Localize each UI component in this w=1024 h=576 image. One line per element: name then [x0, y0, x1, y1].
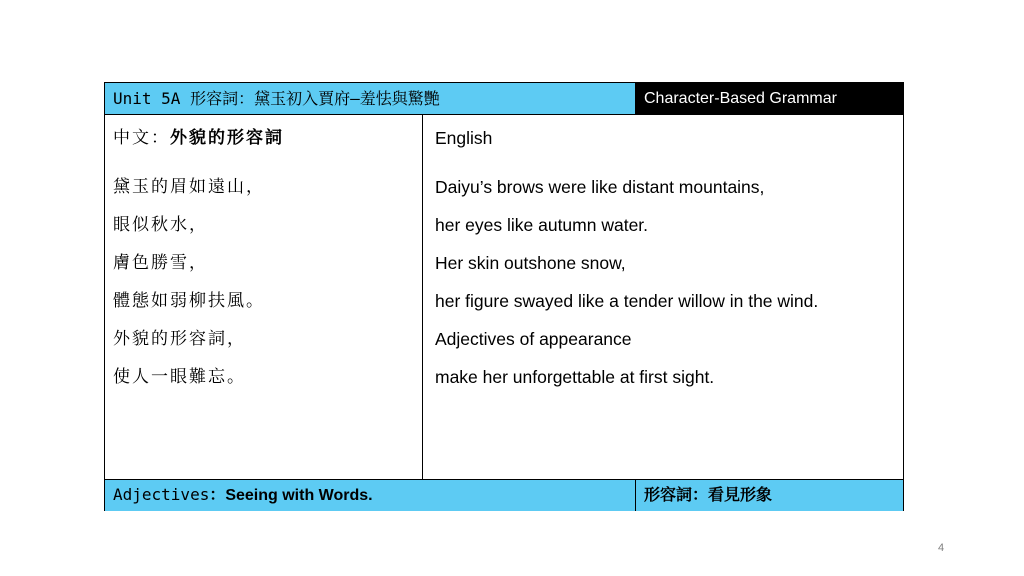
english-column-heading: English [435, 128, 493, 148]
english-line: make her unforgettable at first sight. [435, 367, 715, 387]
english-line: Her skin outshone snow, [435, 253, 626, 273]
english-line: Adjectives of appearance [435, 329, 632, 349]
chinese-heading-prefix: 中文： [113, 128, 170, 148]
chinese-line: 體態如弱柳扶風。 [113, 291, 265, 311]
footer-caption-sub: ：Seeing with Words. [209, 487, 373, 504]
footer-chinese-caption: 形容詞：看見形象 [636, 480, 903, 511]
chinese-line: 外貌的形容詞， [113, 329, 246, 349]
chinese-line: 黛玉的眉如遠山， [113, 177, 265, 197]
footer-caption [105, 480, 636, 511]
english-column [423, 115, 903, 479]
english-line: her eyes like autumn water. [435, 215, 649, 235]
chinese-column [105, 115, 423, 479]
chinese-column-heading [113, 125, 422, 151]
table-body-row [105, 115, 903, 480]
table-footer-row [105, 480, 903, 511]
english-line: Daiyu’s brows were like distant mountains, [435, 177, 765, 197]
chinese-line: 使人一眼難忘。 [113, 367, 246, 387]
unit-title: Unit 5A 形容詞：黛玉初入賈府—羞怯與驚艷 [105, 83, 636, 114]
table-header-row [105, 83, 903, 115]
content-table [104, 82, 904, 511]
page-number: 4 [937, 542, 945, 554]
chinese-line: 膚色勝雪， [113, 253, 208, 273]
category-label: Character-Based Grammar [636, 83, 903, 114]
english-line: her figure swayed like a tender willow in the wind. [435, 291, 819, 311]
chinese-heading-text: 外貌的形容詞 [170, 128, 284, 148]
chinese-line: 眼似秋水， [113, 215, 208, 235]
footer-caption-main: Adjectives [113, 485, 210, 504]
